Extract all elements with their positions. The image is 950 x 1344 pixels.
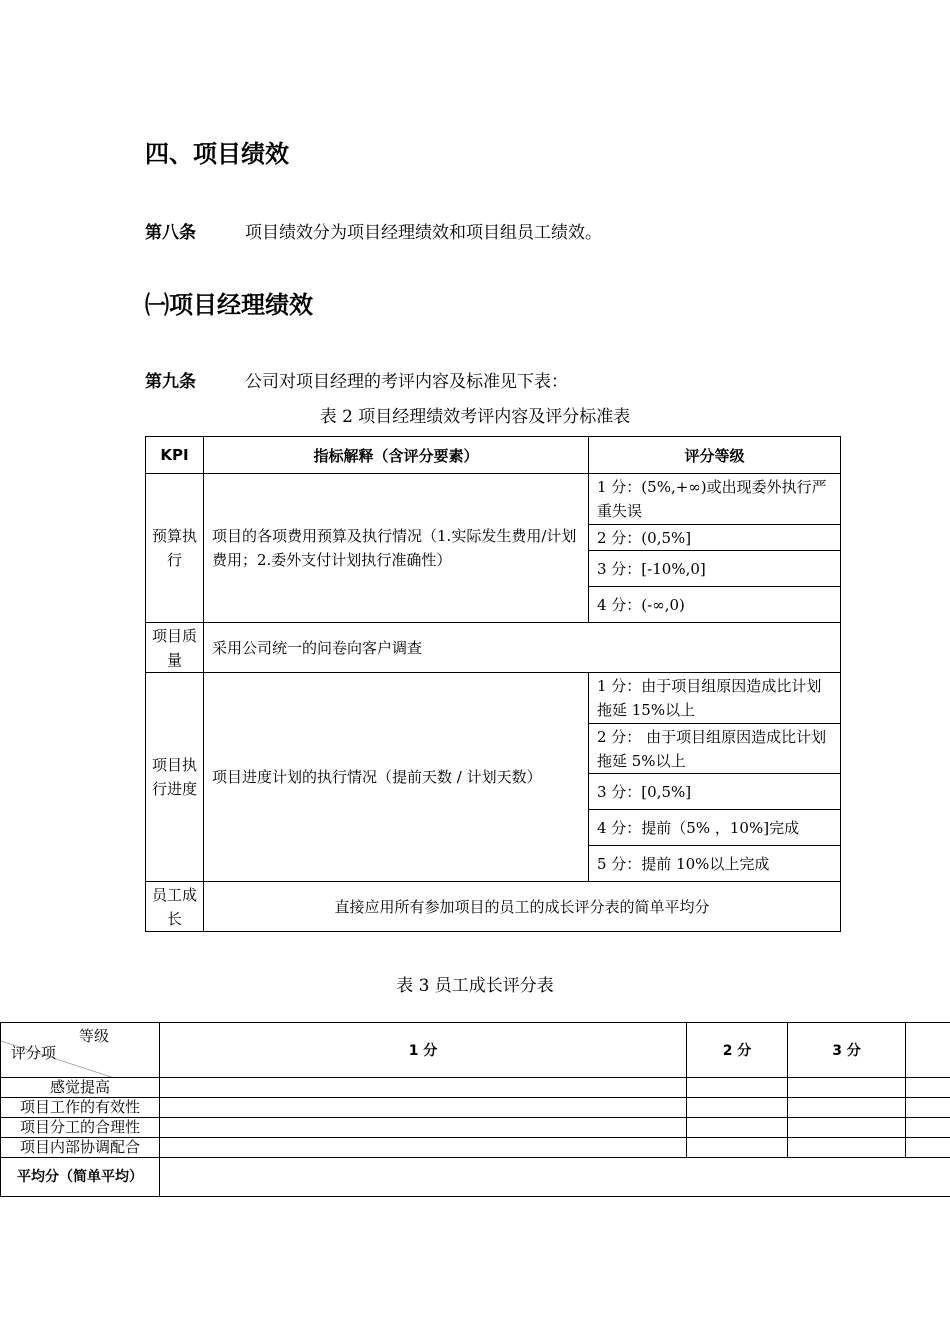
table-row [146,623,841,673]
table-row [146,474,841,525]
header-description: 指标解释（含评分要素） [204,437,589,474]
score-cell [788,1078,906,1098]
table-row [146,673,841,724]
table-header-row [1,1023,950,1078]
level-cell: 5 分：提前 10%以上完成 [589,846,841,882]
score-cell [160,1098,687,1118]
description-cell: 项目进度计划的执行情况（提前天数 / 计划天数） [204,673,589,882]
score-cell [160,1118,687,1138]
item-cell: 项目分工的合理性 [1,1118,160,1138]
level-cell: 2 分：(0,5%] [589,525,841,551]
corner-grade-label: 等级 [78,1027,109,1045]
table-2-caption: 表 2 项目经理绩效考评内容及评分标准表 [319,407,631,427]
table-row [1,1118,950,1138]
score-cell [160,1138,687,1158]
table-header-row [146,437,841,474]
item-cell: 项目工作的有效性 [1,1098,160,1118]
table-row [1,1138,950,1158]
description-cell: 直接应用所有参加项目的员工的成长评分表的简单平均分 [204,882,841,932]
header-kpi: KPI [146,437,204,474]
level-cell: 1 分：由于项目组原因造成比计划拖延 15%以上 [589,673,841,724]
kpi-cell: 员工成长 [146,882,204,932]
table-row [1,1158,950,1197]
grade-header-cut [906,1023,950,1078]
article-9-text: 公司对项目经理的考评内容及标准见下表： [245,372,568,392]
kpi-cell: 项目执行进度 [146,673,204,882]
table-row [1,1078,950,1098]
level-cell: 1 分：(5%,+∞)或出现委外执行严重失误 [589,474,841,525]
grade-header: 1 分 [160,1023,687,1078]
score-cell [906,1118,950,1138]
level-cell: 2 分： 由于项目组原因造成比计划拖延 5%以上 [589,724,841,774]
corner-item-label: 评分项 [11,1044,57,1062]
level-cell: 3 分：[0,5%] [589,774,841,810]
level-cell: 4 分：提前（5% ，10%]完成 [589,810,841,846]
description-cell: 采用公司统一的问卷向客户调查 [204,623,841,673]
item-cell: 项目内部协调配合 [1,1138,160,1158]
score-cell [788,1098,906,1118]
score-cell [687,1078,788,1098]
article-8-number: 第八条 [145,223,196,243]
header-score-levels: 评分等级 [589,437,841,474]
score-cell [906,1078,950,1098]
manager-kpi-table [145,436,841,932]
score-cell [906,1098,950,1118]
kpi-cell: 预算执行 [146,474,204,623]
section-title: 四、项目绩效 [145,140,289,168]
table-3-caption: 表 3 员工成长评分表 [396,976,554,996]
average-label-cell: 平均分（简单平均） [1,1158,160,1197]
average-value-cell [160,1158,950,1197]
grade-header: 3 分 [788,1023,906,1078]
article-8-text: 项目绩效分为项目经理绩效和项目组员工绩效。 [245,223,602,243]
article-9-number: 第九条 [145,372,196,392]
grade-header: 2 分 [687,1023,788,1078]
score-cell [687,1138,788,1158]
description-cell: 项目的各项费用预算及执行情况（1.实际发生费用/计划费用；2.委外支付计划执行准确性） [204,474,589,623]
item-cell: 感觉提高 [1,1078,160,1098]
corner-header [1,1023,160,1078]
kpi-cell: 项目质量 [146,623,204,673]
employee-growth-table [0,1022,950,1197]
table-row [146,882,841,932]
subsection-title: ㈠项目经理绩效 [145,291,313,319]
table-row [1,1098,950,1118]
score-cell [906,1138,950,1158]
score-cell [788,1138,906,1158]
score-cell [160,1078,687,1098]
level-cell: 4 分：(-∞,0) [589,587,841,623]
score-cell [687,1118,788,1138]
score-cell [788,1118,906,1138]
score-cell [687,1098,788,1118]
level-cell: 3 分：[-10%,0] [589,551,841,587]
